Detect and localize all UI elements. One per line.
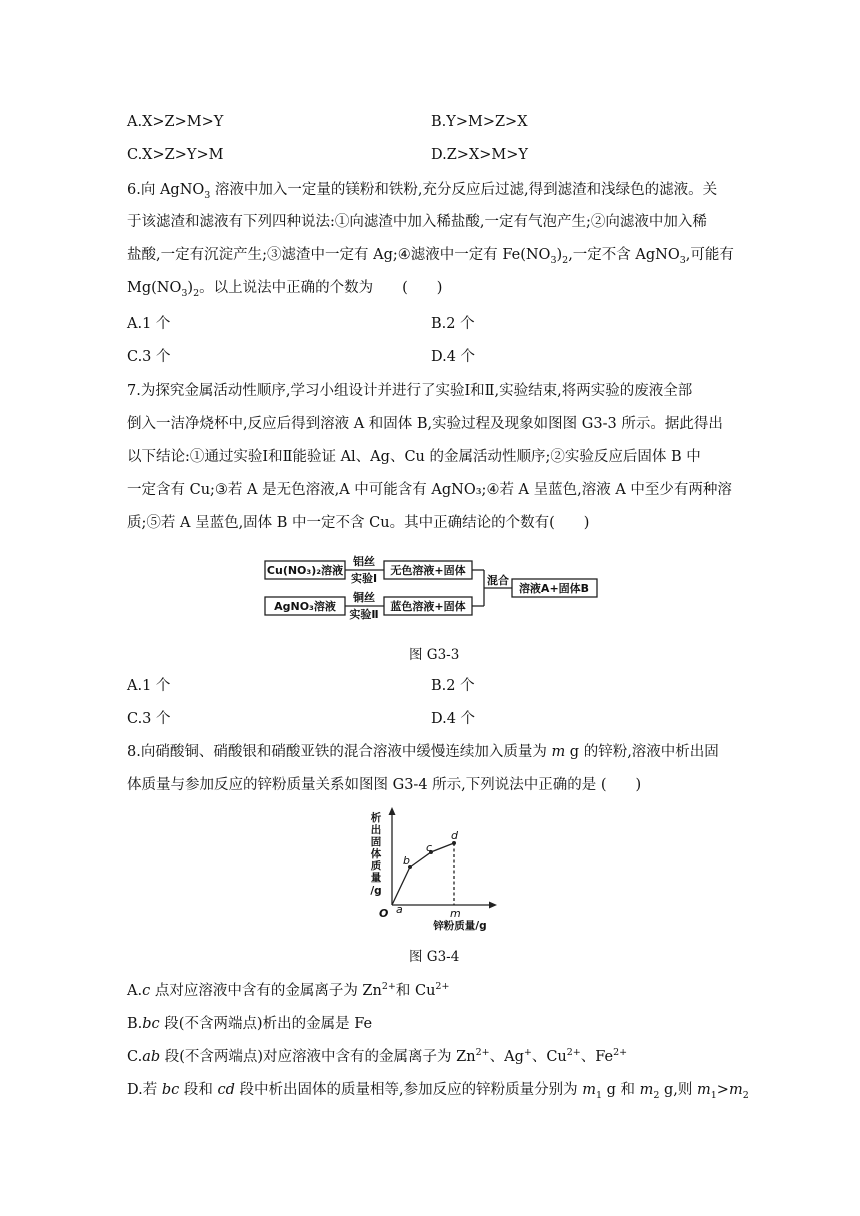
q7-line-3: 以下结论:①通过实验Ⅰ和Ⅱ能验证 Al、Ag、Cu 的金属活动性顺序;②实验反应后固体 B 中 xyxy=(127,449,701,465)
figure-g3-3-caption: 图 G3-3 xyxy=(409,647,460,663)
ylabel-char-1: 析 xyxy=(370,812,382,824)
ylabel-char-2: 出 xyxy=(370,824,382,836)
result-2-label: 蓝色溶液+固体 xyxy=(390,600,466,613)
reagent-copper-wire: 铜丝 xyxy=(353,591,375,604)
ylabel-char-5: 质 xyxy=(370,860,382,872)
q8-line-1: 8.向硝酸铜、硝酸银和硝酸亚铁的混合溶液中缓慢连续加入质量为 m g 的锌粉,溶液中析出固 xyxy=(127,744,719,760)
q6-option-a: A.1 个 xyxy=(127,316,171,332)
figure-g3-4-caption: 图 G3-4 xyxy=(409,949,460,965)
q8-option-c: C.ab 段(不含两端点)对应溶液中含有的金属离子为 $Zn^{2+}$、Ag+、$Cu^{2+}$、$Fe^{2+}$ xyxy=(127,1047,628,1065)
reagent-aluminum-wire: 铝丝 xyxy=(353,555,375,568)
xlabel: 锌粉质量/g xyxy=(433,920,487,932)
origin-label: O xyxy=(379,907,389,920)
point-b-label: b xyxy=(403,854,410,867)
point-a-label: a xyxy=(396,903,403,916)
q5-option-a: A.X>Z>M>Y xyxy=(127,114,224,130)
point-c-label: c xyxy=(426,841,433,854)
q8-option-a: A.c 点对应溶液中含有的金属离子为 $Zn^{2+}$和 $Cu^{2+}$ xyxy=(127,981,450,999)
q7-option-a: A.1 个 xyxy=(127,678,171,694)
final-label: 溶液A+固体B xyxy=(518,582,590,595)
q7-option-c: C.3 个 xyxy=(127,711,171,727)
q8-line-2: 体质量与参加反应的锌粉质量关系如图图 G3-4 所示,下列说法中正确的是 ( ) xyxy=(127,777,642,793)
q6-line-2: 于该滤渣和滤液有下列四种说法:①向滤渣中加入稀盐酸,一定有气泡产生;②向滤液中加入稀 xyxy=(127,214,707,230)
point-d-label: d xyxy=(451,829,458,842)
box-agno3-label: AgNO₃溶液 xyxy=(274,600,336,613)
q6-line-3: 盐酸,一定有沉淀产生;③滤渣中一定有 Ag;④滤液中一定有 $Fe(NO_3)_2$,一定不含 AgNO$_3$,可能有 xyxy=(127,247,734,266)
zinc-mass-graph xyxy=(362,805,502,935)
x-axis-arrow xyxy=(489,902,497,909)
q7-line-5: 质;⑤若 A 呈蓝色,固体 B 中一定不含 Cu。其中正确结论的个数有( ) xyxy=(127,515,590,531)
q5-option-c: C.X>Z>Y>M xyxy=(127,147,224,163)
y-axis-arrow xyxy=(389,807,396,815)
q6-option-c: C.3 个 xyxy=(127,349,171,365)
result-1-label: 无色溶液+固体 xyxy=(390,564,466,577)
q6-option-b: B.2 个 xyxy=(431,316,475,332)
m-tick-label: m xyxy=(450,907,461,920)
q7-option-d: D.4 个 xyxy=(431,711,476,727)
box-cu-nitrate-label: Cu(NO₃)₂溶液 xyxy=(266,564,344,577)
q6-line-1: 6.向 AgNO$_3$ 溶液中加入一定量的镁粉和铁粉,充分反应后过滤,得到滤渣和浅绿色的滤液。关 xyxy=(127,182,718,201)
experiment-flow-diagram xyxy=(258,553,603,628)
ylabel-char-7: /g xyxy=(370,885,382,897)
q5-option-b: B.Y>M>Z>X xyxy=(431,114,528,130)
q7-option-b: B.2 个 xyxy=(431,678,475,694)
q5-option-d: D.Z>X>M>Y xyxy=(431,147,528,163)
mix-label: 混合 xyxy=(487,574,509,587)
q6-option-d: D.4 个 xyxy=(431,349,476,365)
experiment-1-label: 实验Ⅰ xyxy=(350,572,378,585)
q7-line-4: 一定含有 Cu;③若 A 是无色溶液,A 中可能含有 AgNO₃;④若 A 呈蓝色,溶液 A 中至少有两种溶 xyxy=(127,482,732,498)
q8-option-b: B.bc 段(不含两端点)析出的金属是 Fe xyxy=(127,1016,373,1032)
mass-curve xyxy=(392,843,454,905)
q8-option-d: D.若 bc 段和 cd 段中析出固体的质量相等,参加反应的锌粉质量分别为 $m_1$ g 和 $m_2$ g,则 $m_1>m_2$ xyxy=(127,1082,749,1101)
experiment-2-label: 实验Ⅱ xyxy=(349,608,379,621)
ylabel-char-3: 固 xyxy=(370,836,382,848)
q6-line-4: $Mg(NO_3)_2$。以上说法中正确的个数为 ( ) xyxy=(127,280,443,299)
ylabel-char-6: 量 xyxy=(370,872,382,884)
q7-line-2: 倒入一洁净烧杯中,反应后得到溶液 A 和固体 B,实验过程及现象如图图 G3-3 所示。据此得出 xyxy=(127,416,723,432)
ylabel-char-4: 体 xyxy=(370,848,382,860)
q7-line-1: 7.为探究金属活动性顺序,学习小组设计并进行了实验Ⅰ和Ⅱ,实验结束,将两实验的废液全部 xyxy=(127,383,693,399)
